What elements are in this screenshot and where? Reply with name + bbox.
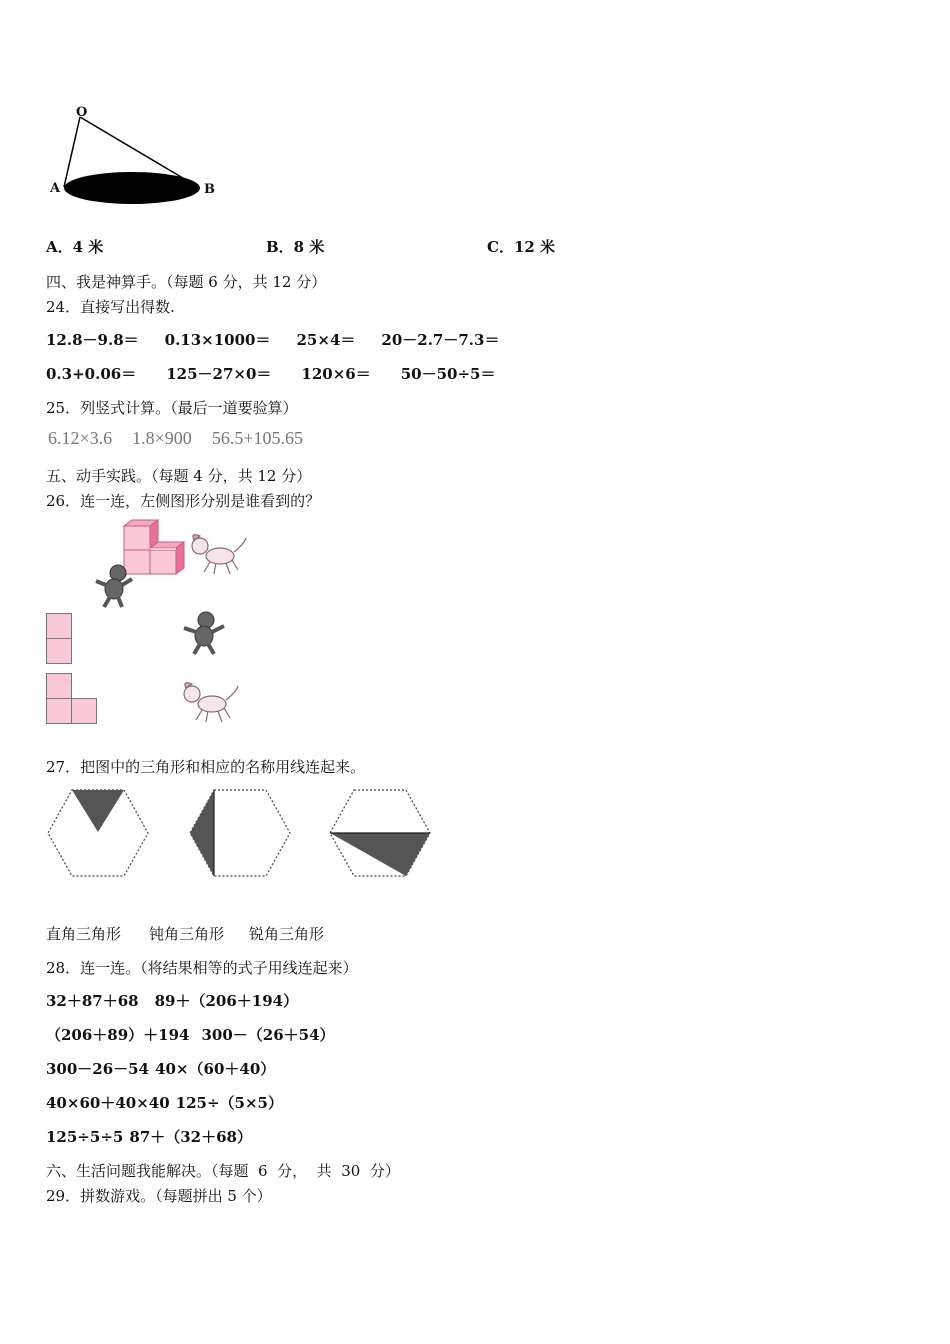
q25-item: 56.5+105.65 <box>211 428 303 448</box>
q28-row <box>46 1092 283 1113</box>
option-b: B．8 米 <box>266 238 325 256</box>
q24-row2 <box>46 363 496 384</box>
hexagon-figure-3 <box>328 788 432 880</box>
monkey-icon <box>182 610 228 656</box>
q28-expr: 125÷5÷5 <box>46 1128 124 1146</box>
q24-expr: 25×4＝ <box>296 331 356 349</box>
q28-expr: 89＋（206＋194） <box>154 992 299 1010</box>
q25-item: 1.8×900 <box>132 428 192 448</box>
cone-apex-label: O <box>76 105 88 120</box>
view-shape-column <box>46 613 74 665</box>
triangle-name: 钝角三角形 <box>149 925 225 943</box>
q29-title: 29．拼数游戏。（每题拼出 5 个） <box>46 1187 272 1205</box>
view-shape-l <box>46 673 100 725</box>
triangle-name: 直角三角形 <box>46 925 122 943</box>
q28-title: 28．连一连。（将结果相等的式子用线连起来） <box>46 959 358 977</box>
q24-expr: 120×6＝ <box>301 365 371 383</box>
dog-icon <box>190 532 250 576</box>
q28-expr: 32＋87＋68 <box>46 992 139 1010</box>
cone-figure <box>40 100 230 215</box>
q28-expr: 300－26－54 <box>46 1060 150 1078</box>
q24-expr: 125－27×0＝ <box>166 365 272 383</box>
q28-expr: （206＋89）＋194 <box>46 1026 190 1044</box>
q24-expr: 0.3+0.06＝ <box>46 365 137 383</box>
dog-icon <box>182 680 242 724</box>
q25-items <box>48 428 303 449</box>
section4-title: 四、我是神算手。（每题 6 分，共 12 分） <box>46 273 327 291</box>
q28-expr: 40×（60＋40） <box>155 1060 276 1078</box>
section5-title: 五、动手实践。（每题 4 分，共 12 分） <box>46 467 312 485</box>
cone-right-label: B <box>204 182 215 197</box>
q28-row <box>46 1126 252 1147</box>
option-c: C．12 米 <box>487 238 556 256</box>
q28-expr: 300－（26＋54） <box>201 1026 335 1044</box>
q28-expr: 125÷（5×5） <box>175 1094 283 1112</box>
cone-left-label: A <box>50 181 61 196</box>
q25-title: 25．列竖式计算。（最后一道要验算） <box>46 399 298 417</box>
q27-title: 27．把图中的三角形和相应的名称用线连起来。 <box>46 758 366 776</box>
q28-row <box>46 990 298 1011</box>
q28-row <box>46 1058 275 1079</box>
q24-expr: 12.8－9.8＝ <box>46 331 139 349</box>
hexagon-figure-2 <box>188 788 292 880</box>
q28-expr: 40×60＋40×40 <box>46 1094 170 1112</box>
q27-names <box>46 923 324 944</box>
q26-title: 26．连一连，左侧图形分别是谁看到的？ <box>46 492 321 510</box>
q24-expr: 50－50÷5＝ <box>400 365 496 383</box>
q24-title: 24．直接写出得数. <box>46 298 175 316</box>
section6-title: 六、生活问题我能解决。（每题 6 分， 共 30 分） <box>46 1162 400 1180</box>
monkey-icon <box>92 563 138 609</box>
hexagon-figure-1 <box>46 788 150 880</box>
q24-expr: 0.13×1000＝ <box>164 331 271 349</box>
option-a: A．4 米 <box>46 238 104 256</box>
q24-expr: 20－2.7－7.3＝ <box>381 331 500 349</box>
q28-row <box>46 1024 335 1045</box>
q24-row1 <box>46 329 499 350</box>
q28-expr: 87＋（32＋68） <box>129 1128 252 1146</box>
q25-item: 6.12×3.6 <box>48 428 113 448</box>
triangle-name: 锐角三角形 <box>249 925 325 943</box>
